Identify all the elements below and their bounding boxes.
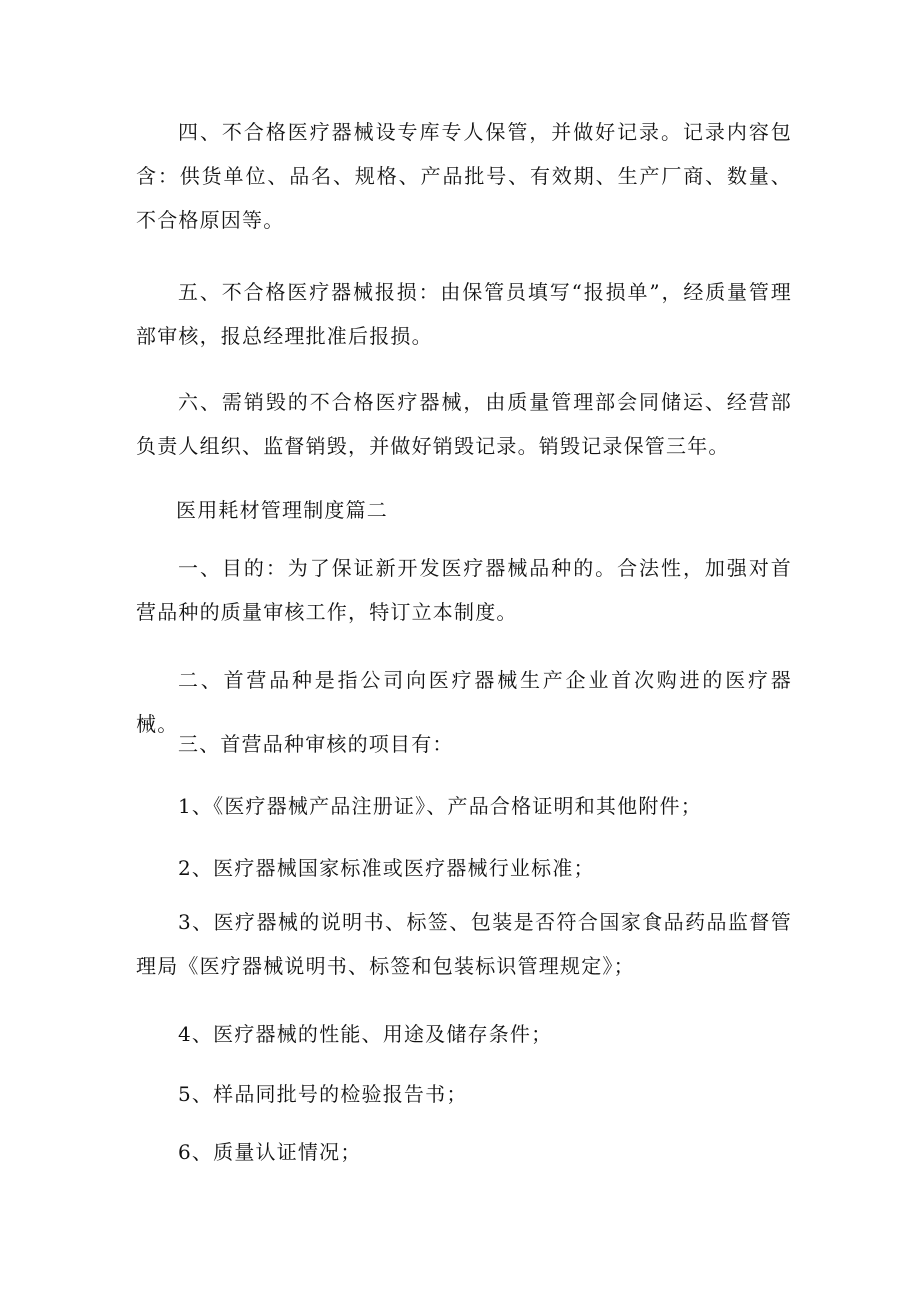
paragraph-review-items-intro: 三、首营品种审核的项目有： (178, 732, 454, 756)
list-item-6: 6、质量认证情况； (178, 1140, 362, 1164)
paragraph-unqualified-storage: 四、不合格医疗器械设专库专人保管，并做好记录。记录内容包含：供货单位、品名、规格、产品批号、有效期、生产厂商、数量、不合格原因等。 (136, 120, 792, 232)
list-item-3: 3、医疗器械的说明书、标签、包装是否符合国家食品药品监督管理局《医疗器械说明书、标签和包装标识管理规定》； (136, 910, 792, 978)
list-item-4: 4、医疗器械的性能、用途及储存条件； (178, 1022, 553, 1046)
list-item-1: 1、《医疗器械产品注册证》、产品合格证明和其他附件； (178, 794, 702, 818)
section-heading: 医用耗材管理制度篇二 (176, 498, 388, 522)
paragraph-first-variety-definition: 二、首营品种是指公司向医疗器械生产企业首次购进的医疗器械。 (136, 668, 792, 736)
paragraph-unqualified-destroy: 六、需销毁的不合格医疗器械，由质量管理部会同储运、经营部负责人组织、监督销毁，并做好销毁记录。销毁记录保管三年。 (136, 390, 792, 458)
paragraph-purpose: 一、目的：为了保证新开发医疗器械品种的。合法性，加强对首营品种的质量审核工作，特订立本制度。 (136, 556, 792, 624)
list-item-5: 5、样品同批号的检验报告书； (178, 1082, 468, 1106)
paragraph-unqualified-loss: 五、不合格医疗器械报损：由保管员填写“报损单”，经质量管理部审核，报总经理批准后报损。 (136, 280, 792, 348)
list-item-2: 2、医疗器械国家标准或医疗器械行业标准； (178, 856, 595, 880)
